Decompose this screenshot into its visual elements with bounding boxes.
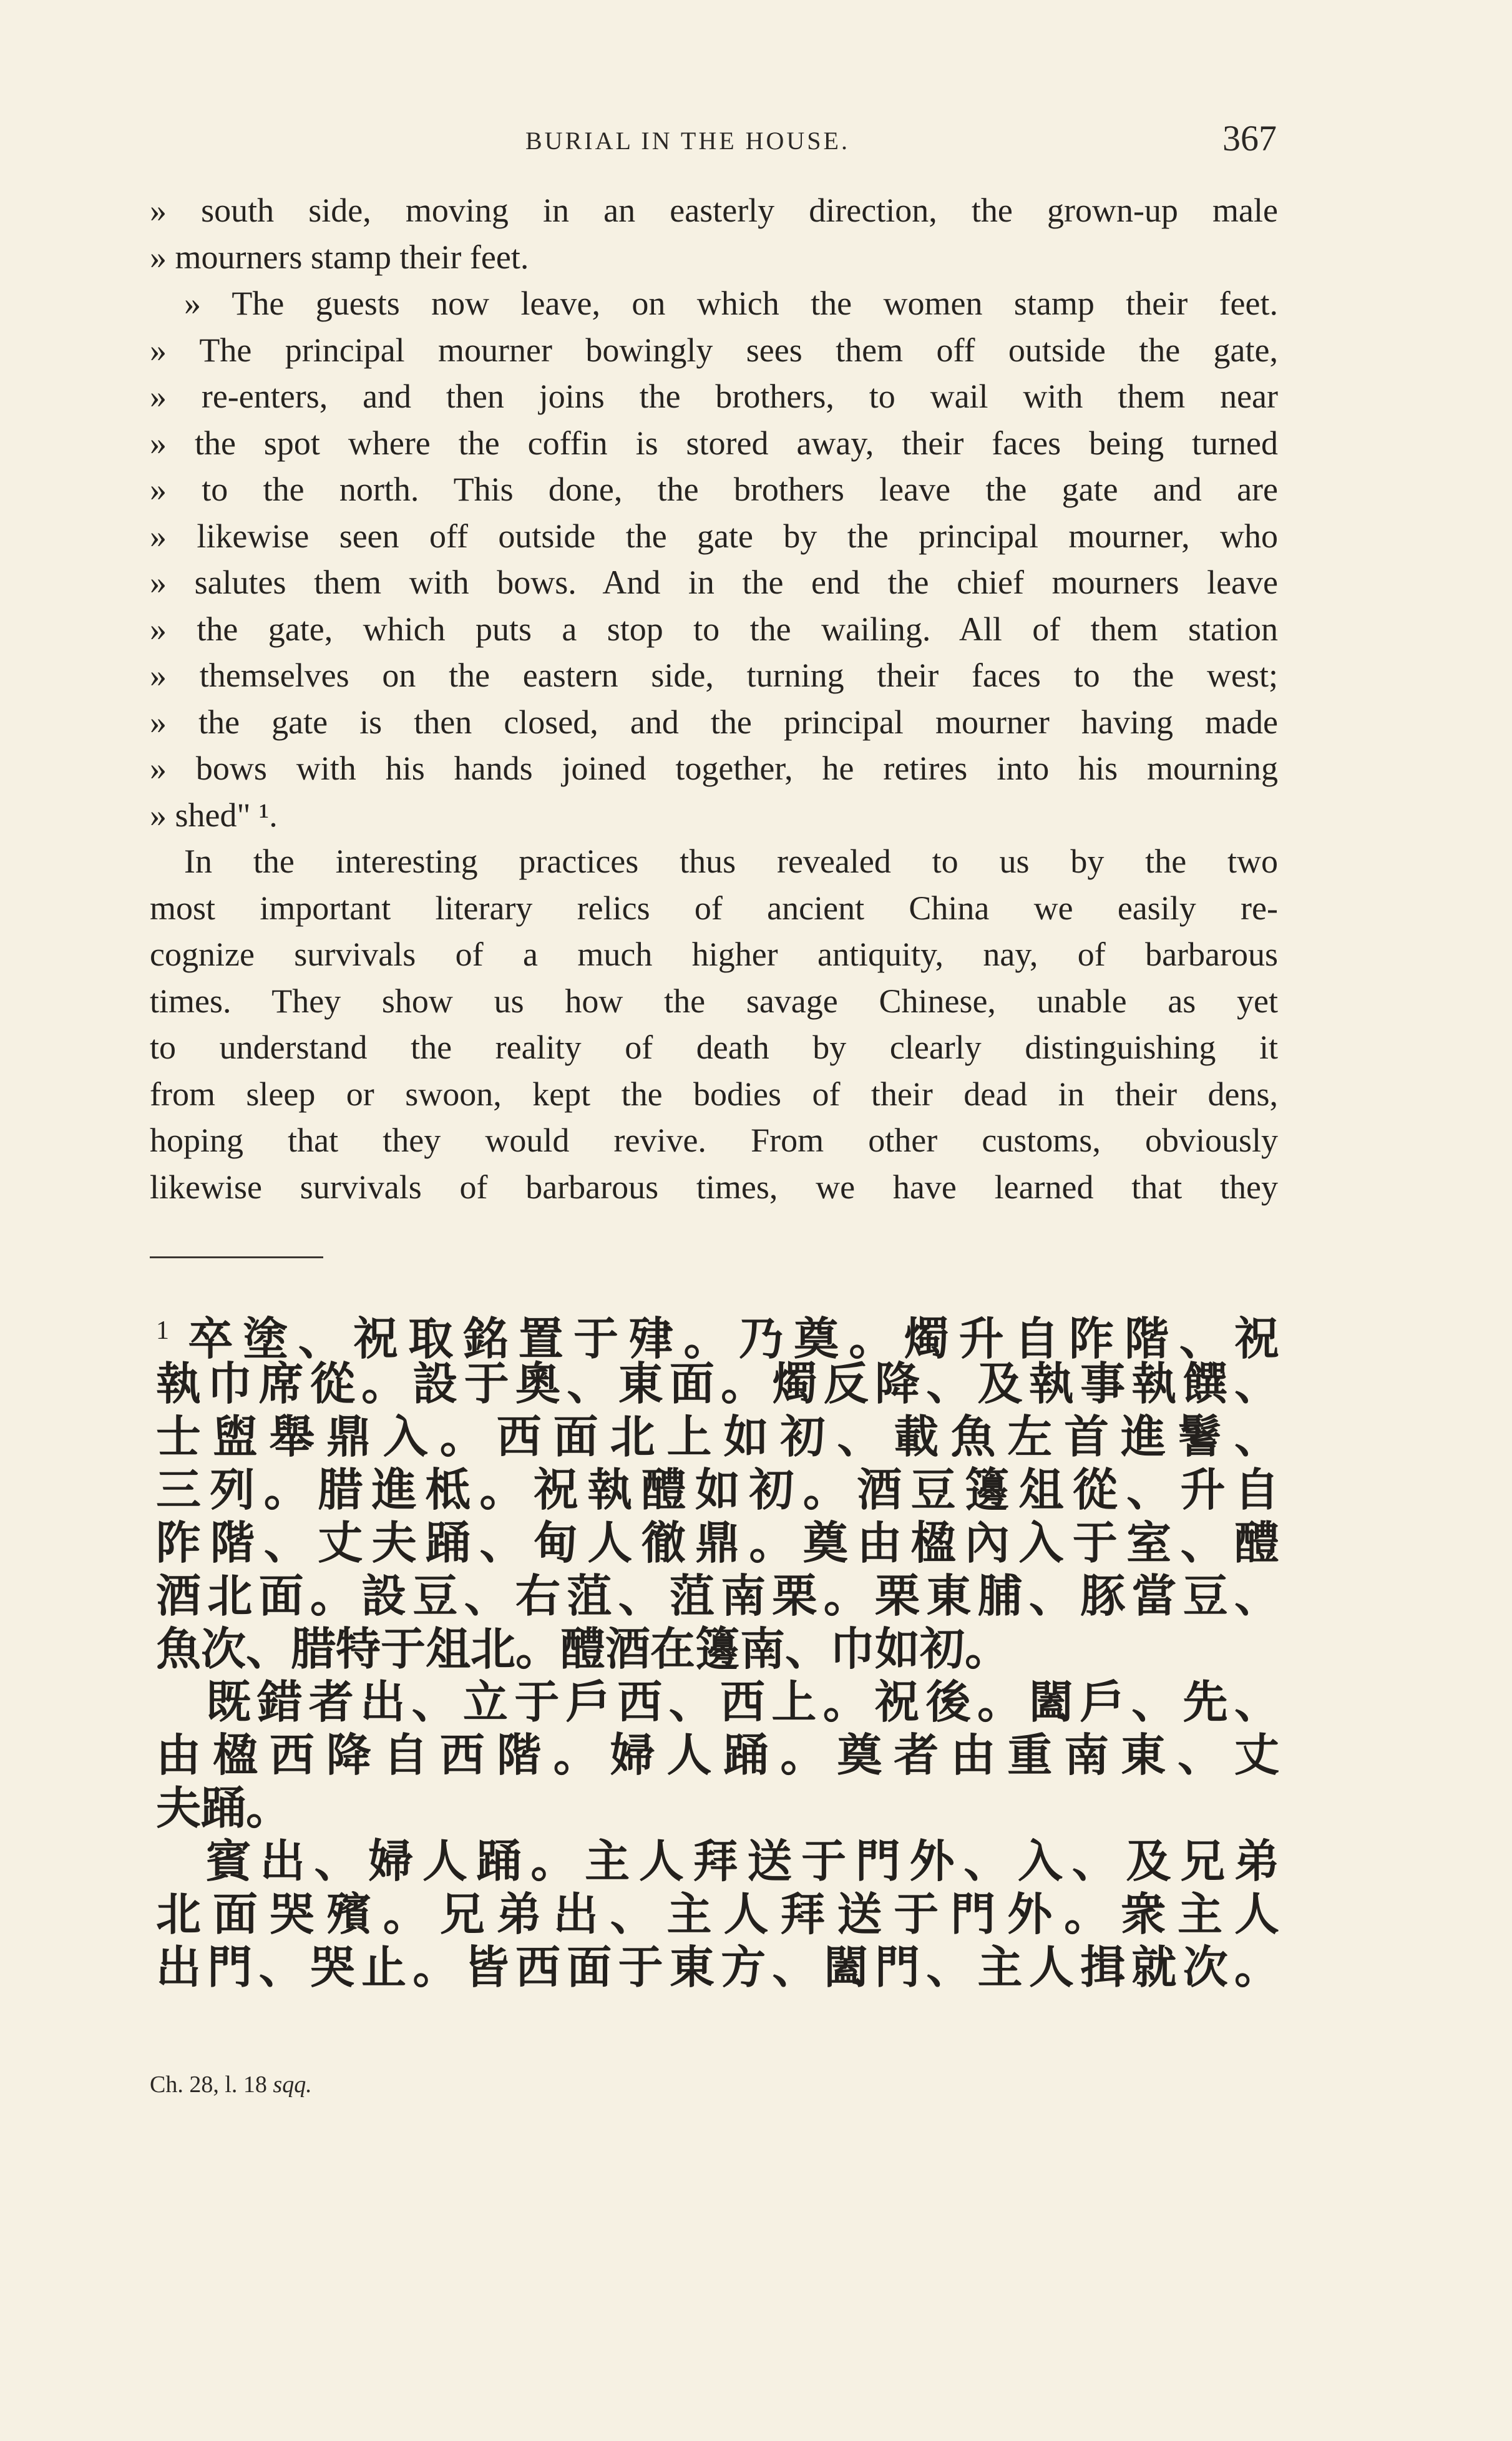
footnote-line: 魚次、腊特于俎北。醴酒在籩南、巾如初。: [156, 1623, 1010, 1675]
footnote-line: 酒北面。設豆、右菹、菹南栗。栗東脯、豚當豆、: [156, 1570, 1279, 1622]
body-line: hoping that they would revive. From other customs, obviously: [150, 1122, 1278, 1159]
body-line: most important literary relics of ancient China we easily re-: [150, 889, 1278, 927]
body-line: from sleep or swoon, kept the bodies of their dead in their dens,: [150, 1075, 1278, 1113]
footnote-line: 北面哭殯。兄弟出、主人拜送于門外。衆主人: [156, 1888, 1279, 1940]
body-line: » mourners stamp their feet.: [150, 238, 529, 276]
body-line: » the spot where the coffin is stored away, their faces being turned: [150, 424, 1278, 462]
running-head: BURIAL IN THE HOUSE.: [525, 127, 850, 155]
body-line: In the interesting practices thus revealed to us by the two: [184, 843, 1278, 880]
footnote-reference: [150, 2071, 312, 2098]
footnote-line: [156, 1304, 1279, 1365]
body-line: » The principal mourner bowingly sees them off outside the gate,: [150, 331, 1278, 369]
page-header: [0, 117, 1512, 161]
body-line: » themselves on the eastern side, turning their faces to the west;: [150, 657, 1278, 694]
footnote-line: 由楹西降自西階。婦人踊。奠者由重南東、丈: [156, 1729, 1279, 1781]
body-line: » to the north. This done, the brothers leave the gate and are: [150, 471, 1278, 508]
footnote-line: 執巾席從。設于奧、東面。燭反降、及執事執饌、: [156, 1357, 1279, 1410]
body-line: » salutes them with bows. And in the end the chief mourners leave: [150, 564, 1278, 601]
footnote-line: 出門、哭止。皆西面于東方、闔門、主人揖就次。: [156, 1941, 1279, 1993]
body-line: » likewise seen off outside the gate by the principal mourner, who: [150, 517, 1278, 555]
body-line: » bows with his hands joined together, he retires into his mourning: [150, 750, 1278, 787]
page-number: 367: [1222, 118, 1277, 159]
footnote-marker: 1: [156, 1316, 169, 1345]
footnote-rule: [150, 1256, 323, 1258]
footnote-line: 夫踊。: [156, 1782, 291, 1834]
footnote-reference-sqq: sqq.: [273, 2072, 312, 2098]
footnote-line: 三列。腊進柢。祝執醴如初。酒豆籩俎從、升自: [156, 1464, 1279, 1516]
body-line: » south side, moving in an easterly direction, the grown-up male: [150, 192, 1278, 229]
footnote-line: 既錯者出、立于戶西、西上。祝後。闔戶、先、: [206, 1676, 1279, 1728]
body-line: to understand the reality of death by clearly distinguishing it: [150, 1029, 1278, 1066]
body-line: » the gate, which puts a stop to the wailing. All of them station: [150, 610, 1278, 648]
body-line: cognize survivals of a much higher antiquity, nay, of barbarous: [150, 936, 1278, 973]
body-line: » the gate is then closed, and the principal mourner having made: [150, 703, 1278, 741]
footnote-line-text: 卒塗、祝取銘置于肂。乃奠。燭升自阼階、祝: [178, 1313, 1279, 1365]
footnote-reference-text: Ch. 28, l. 18: [150, 2072, 273, 2098]
body-line: likewise survivals of barbarous times, we have learned that they: [150, 1168, 1278, 1206]
footnote-chinese-text: [156, 1304, 1279, 1994]
body-line: » The guests now leave, on which the women stamp their feet.: [184, 285, 1278, 322]
body-text: [150, 187, 1278, 1210]
footnote-line: 阼階、丈夫踊、甸人徹鼎。奠由楹內入于室、醴: [156, 1517, 1279, 1569]
footnote-line: 賓出、婦人踊。主人拜送于門外、入、及兄弟: [206, 1835, 1279, 1887]
footnote-line: 士盥舉鼎入。西面北上如初、載魚左首進鬐、: [156, 1411, 1279, 1463]
body-line: times. They show us how the savage Chinese, unable as yet: [150, 982, 1278, 1020]
body-line: » re-enters, and then joins the brothers, to wail with them near: [150, 378, 1278, 415]
body-line: » shed" ¹.: [150, 796, 278, 834]
